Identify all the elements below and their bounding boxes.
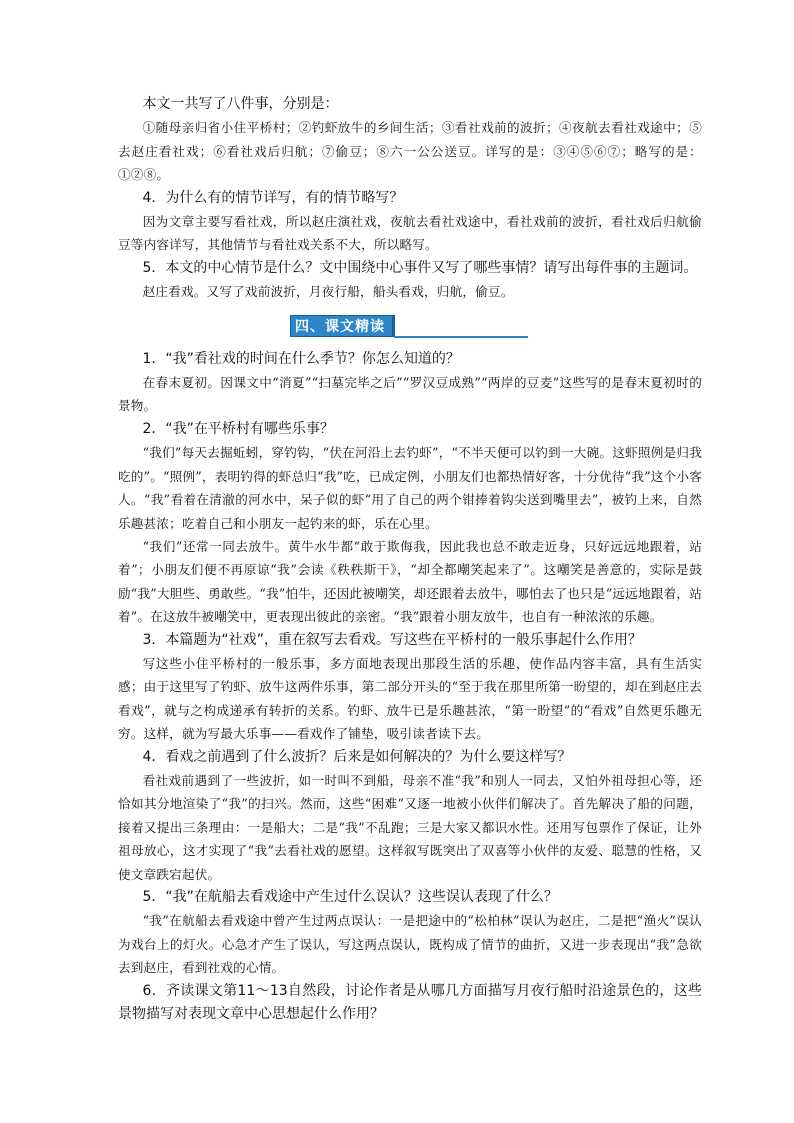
reading-question-1: 1．“我”看社戏的时间在什么季节？你怎么知道的？ — [142, 350, 460, 367]
reading-question-6: 6．齐读课文第11～13自然段，讨论作者是从哪几方面描写月夜行船时沿途景色的，这些景物描写对表现文章中心思想起什么作用？ — [118, 982, 702, 1023]
reading-question-5: 5．“我”在航船去看戏途中产生过什么误认？这些误认表现了什么？ — [142, 889, 558, 905]
section-header — [118, 310, 702, 344]
section-title: 四、课文精读 — [290, 315, 394, 337]
reading-answer-2-part-1: “我们”每天去掘蚯蚓，穿钓钩，“伏在河沿上去钓虾”，“不半天便可以钓到一大碗。这虾照例是归我吃的”。“照例”，表明钓得的虾总归“我”吃，已成定例，小朋友们也都热情好客，十分优待“我”这个小客人。“我”看着在清澈的河水中，呆子似的虾“用了自己的两个钳捧着钩尖送到嘴里去”，被钓上来，自然乐趣甚浓；吃着自己和小朋友一起钓来的虾，乐在心里。 — [118, 445, 702, 531]
reading-question-3: 3．本篇题为“社戏”，重在叙写去看戏。写这些在平桥村的一般乐事起什么作用？ — [142, 631, 642, 648]
reading-answer-2-part-2: “我们”还常一同去放牛。黄牛水牛都“敢于欺侮我，因此我也总不敢走近身，只好远远地跟着，站着”；小朋友们便不再原谅“我”会读《秩秩斯干》，“却全都嘲笑起来了”。这嘲笑是善意的，实际是鼓励“我”大胆些、勇敢些。“我”怕牛，还因此被嘲笑，却还跟着去放牛，哪怕去了也只是“远远地跟着，站着”。在这放牛被嘲笑中，更表现出彼此的亲密。“我”跟着小朋友放牛，也自有一种浓浓的乐趣。 — [118, 538, 702, 625]
section-underline — [394, 336, 528, 338]
reading-answer-3: 写这些小住平桥村的一般乐事，多方面地表现出那段生活的乐趣，使作品内容丰富，具有生活实感；由于这里写了钓虾、放牛这两件乐事，第二部分开头的“至于我在那里所第一盼望的，却在到赵庄去看戏”，就与之构成递承有转折的关系。钓虾、放牛已是乐趣甚浓，“第一盼望”的“看戏”自然更乐趣无穷。这样，就为写最大乐事——看戏作了铺垫，吸引读者读下去。 — [118, 655, 702, 742]
question-4: 4．为什么有的情节详写，有的情节略写？ — [142, 189, 404, 206]
answer-4: 因为文章主要写看社戏，所以赵庄演社戏，夜航去看社戏途中，看社戏前的波折，看社戏后归航偷豆等内容详写，其他情节与看社戏关系不大，所以略写。 — [118, 214, 702, 253]
reading-answer-4: 看社戏前遇到了一些波折，如一时叫不到船，母亲不准“我”和别人一同去，又怕外祖母担心等，还恰如其分地渲染了“我”的扫兴。然而，这些“困难”又逐一地被小伙伴们解决了。首先解决了船的问题，接着又提出三条理由：一是船大；二是“我”不乱跑；三是大家又都识水性。还用写包票作了保证，让外祖母放心，这才实现了“我”去看社戏的愿望。这样叙写既突出了双喜等小伙伴的友爱、聪慧的性格，又使文章跌宕起伏。 — [118, 772, 702, 882]
section-title-end-bar — [392, 315, 395, 337]
reading-answer-1: 在春末夏初。因课文中“消夏”“扫墓完毕之后”“罗汉豆成熟”“两岸的豆麦”这些写的是春末夏初时的景物。 — [118, 375, 702, 414]
reading-question-2: 2．“我”在平桥村有哪些乐事？ — [142, 420, 334, 437]
reading-question-4: 4．看戏之前遇到了什么波折？后来是如何解决的？为什么要这样写？ — [142, 748, 572, 765]
reading-answer-5: “我”在航船去看戏途中曾产生过两点误认：一是把途中的“松柏林”误认为赵庄，二是把“渔火”误认为戏台上的灯火。心急才产生了误认，写这两点误认，既构成了情节的曲折，又进一步表现出“我”急欲去到赵庄，看到社戏的心情。 — [118, 913, 702, 976]
question-5: 5．本文的中心情节是什么？文中围绕中心事件又写了哪些事情？请写出每件事的主题词。 — [142, 259, 698, 276]
events-intro: 本文一共写了八件事，分别是： — [142, 96, 339, 112]
events-answer: ①随母亲归省小住平桥村；②钓虾放牛的乡间生活；③看社戏前的波折；④夜航去看社戏途中；⑤去赵庄看社戏；⑥看社戏后归航；⑦偷豆；⑧六一公公送豆。详写的是：③④⑤⑥⑦；略写的是：①②⑧。 — [118, 120, 702, 183]
answer-5: 赵庄看戏。又写了戏前波折，月夜行船，船头看戏，归航，偷豆。 — [142, 284, 514, 300]
